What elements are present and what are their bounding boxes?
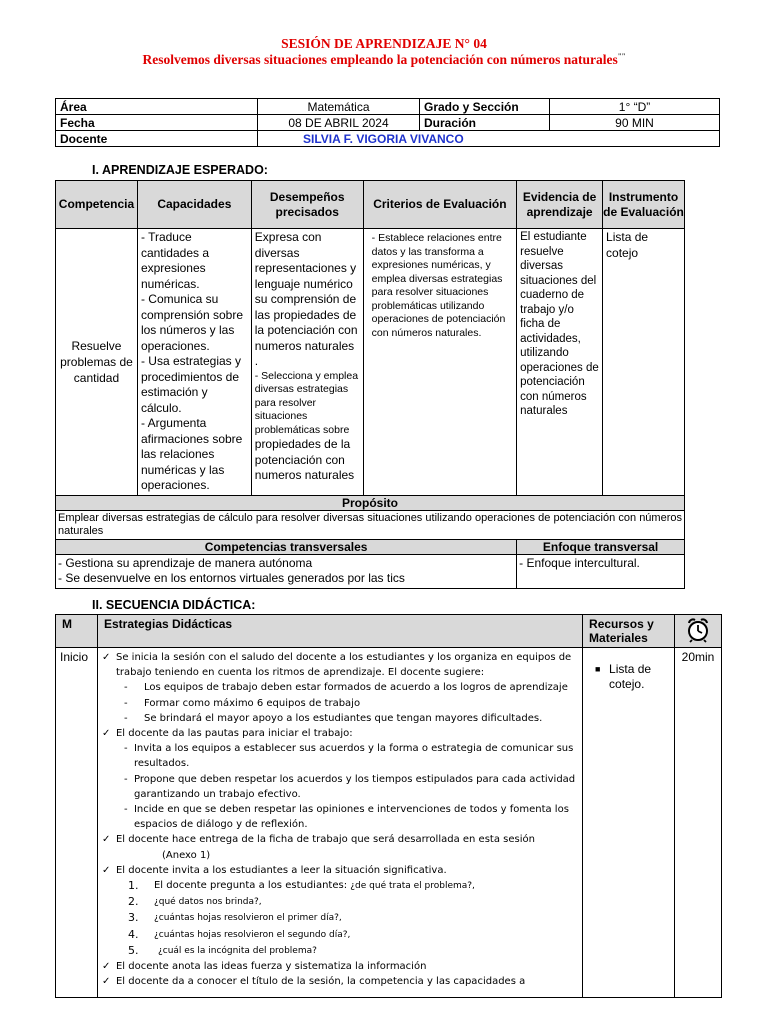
- desempenos-cell: [251, 229, 363, 496]
- duracion-value: 90 MIN: [550, 115, 720, 131]
- header-desempenos: Desempeños precisados: [251, 181, 363, 229]
- duracion-label: Duración: [420, 115, 550, 131]
- list-item-continuation: (Anexo 1): [161, 849, 211, 861]
- check-icon: ✓: [101, 864, 111, 876]
- competencia-cell: Resuelve problemas de cantidad: [56, 229, 138, 496]
- header-competencia: Competencia: [56, 181, 138, 229]
- estrategias-cell: [97, 648, 582, 998]
- page-title: SESIÓN DE APRENDIZAJE N° 04: [281, 36, 487, 51]
- dash-icon: -: [123, 773, 128, 785]
- alarm-clock-icon: [686, 617, 710, 643]
- transversal-item: - Se desenvuelve en los entornos virtuales generados por las tics: [58, 571, 405, 585]
- header-instrumento: Instrumento de Evaluación: [603, 181, 685, 229]
- dash-icon: -: [123, 712, 128, 724]
- list-item: - Se brindará el mayor apoyo a los estudiantes que tengan mayores dificultades.: [102, 711, 578, 726]
- check-icon: ✓: [101, 728, 111, 740]
- docente-label: Docente: [56, 131, 258, 147]
- check-icon: ✓: [101, 652, 111, 663]
- desempenos-text-a: Expresa con diversas representaciones y lenguaje numérico su comprensión de las propiedades de la potenciación con numeros naturales .: [254, 230, 358, 368]
- info-table: [55, 98, 720, 147]
- fecha-label: Fecha: [56, 115, 258, 131]
- header-estrategias: Estrategias Didácticas: [97, 615, 582, 648]
- enfoque-transversal-header: Enfoque transversal: [517, 539, 685, 554]
- header-capacidades: Capacidades: [137, 181, 251, 229]
- capacidades-cell: - Traduce cantidades a expresiones numéricas. - Comunica su comprensión sobre los números y las operaciones. - Usa estrategias y procedimientos de estimación y cálculo. - Argumenta afirmaciones sobre las relaciones numéricas y las operaciones.: [137, 229, 251, 496]
- dash-icon: -: [123, 682, 128, 694]
- section-aprendizaje-title: I. APRENDIZAJE ESPERADO:: [92, 163, 268, 177]
- instrumento-cell: Lista de cotejo: [603, 229, 685, 496]
- list-item: ✓ El docente da a conocer el título de la sesión, la competencia y las capacidades a: [102, 974, 578, 989]
- evidencia-cell: El estudiante resuelve diversas situaciones del cuaderno de trabajo y/o ficha de actividades, utilizando operaciones de potenciación con números naturales: [517, 229, 603, 496]
- enfoque-transversal-value: - Enfoque intercultural.: [517, 554, 685, 588]
- subtitle-text: Resolvemos diversas situaciones empleando la potenciación con números naturales: [142, 52, 618, 67]
- momento-inicio: Inicio: [56, 648, 98, 998]
- bullet-icon: ■: [595, 664, 601, 674]
- recursos-cell: [583, 648, 675, 998]
- fecha-value: 08 DE ABRIL 2024: [258, 115, 420, 131]
- header-momento: M: [56, 615, 98, 648]
- header-criterios: Criterios de Evaluación: [363, 181, 516, 229]
- aprendizaje-table: [55, 180, 685, 589]
- desempenos-text-c: propiedades de la potenciación con numeros naturales: [254, 437, 355, 482]
- list-item: - Formar como máximo 6 equipos de trabajo: [102, 696, 578, 711]
- proposito-header: Propósito: [56, 495, 685, 510]
- page-subtitle: [0, 52, 768, 68]
- subtitle-mark: "": [617, 52, 626, 61]
- check-icon: ✓: [101, 961, 111, 973]
- resource-item: ■ Lista de cotejo.: [595, 662, 652, 691]
- list-item: - Incide en que se deben respetar las opiniones e intervenciones de todos y fomenta los espacios de diálogo y de reflexión.: [123, 804, 569, 831]
- question-item: 3. ¿cuántas hojas resolvieron el primer día?,: [127, 911, 342, 925]
- criterios-cell: - Establece relaciones entre datos y las transforma a expresiones numéricas, y emplea diversas estrategias para resolver situaciones problemáticas utilizando operaciones de potenciación con números naturales.: [363, 229, 516, 496]
- competencias-transversales-header: Competencias transversales: [56, 539, 517, 554]
- question-item: 4. ¿cuántas hojas resolvieron el segundo día?,: [127, 927, 351, 941]
- transversal-item: - Gestiona su aprendizaje de manera autónoma: [58, 555, 313, 570]
- docente-value: SILVIA F. VIGORIA VIVANCO: [258, 131, 720, 147]
- desempenos-text-b: - Selecciona y emplea diversas estrategias para resolver situaciones problemáticas sobre: [254, 369, 359, 436]
- section-secuencia-title: II. SECUENCIA DIDÁCTICA:: [92, 598, 256, 612]
- list-item: - Propone que deben respetar los acuerdos y los tiempos estipulados para cada actividad garantizando un trabajo efectivo.: [123, 773, 576, 800]
- header-evidencia: Evidencia de aprendizaje: [517, 181, 603, 229]
- list-item: - Invita a los equipos a establecer sus acuerdos y la forma o estrategia de comunicar sus resultados.: [123, 743, 574, 770]
- question-item: 5. ¿cuál es la incógnita del problema?: [127, 943, 317, 957]
- grado-value: 1° “D”: [550, 99, 720, 115]
- list-item: - Los equipos de trabajo deben estar formados de acuerdo a los logros de aprendizaje: [102, 680, 578, 695]
- grado-label: Grado y Sección: [420, 99, 550, 115]
- question-item: 2. ¿qué datos nos brinda?,: [127, 895, 262, 909]
- dash-icon: -: [123, 804, 128, 816]
- time-cell: 20min: [674, 648, 721, 998]
- list-item: ✓ El docente da las pautas para iniciar el trabajo:: [102, 726, 578, 741]
- header-time: [674, 615, 721, 648]
- dash-icon: -: [123, 743, 128, 755]
- secuencia-table: [55, 614, 722, 998]
- area-value: Matemática: [258, 99, 420, 115]
- proposito-text: Emplear diversas estrategias de cálculo para resolver diversas situaciones utilizando operaciones de potenciación con números naturales: [56, 510, 685, 539]
- list-item: ✓ El docente hace entrega de la ficha de trabajo que será desarrollada en esta sesión: [102, 832, 578, 847]
- list-item: ✓ El docente invita a los estudiantes a leer la situación significativa.: [102, 863, 578, 878]
- question-item: 1. El docente pregunta a los estudiantes: ¿de qué trata el problema?,: [127, 879, 475, 893]
- check-icon: ✓: [101, 976, 111, 988]
- check-icon: ✓: [101, 834, 111, 846]
- list-item: ✓ Se inicia la sesión con el saludo del docente a los estudiantes y los organiza en equipos de trabajo teniendo en cuenta los ritmos de aprendizaje. El docente sugiere:: [101, 652, 572, 679]
- header-recursos: Recursos y Materiales: [583, 615, 675, 648]
- competencias-transversales-list: [56, 554, 517, 588]
- area-label: Área: [56, 99, 258, 115]
- list-item: ✓ El docente anota las ideas fuerza y sistematiza la información: [102, 959, 578, 974]
- dash-icon: -: [123, 697, 128, 709]
